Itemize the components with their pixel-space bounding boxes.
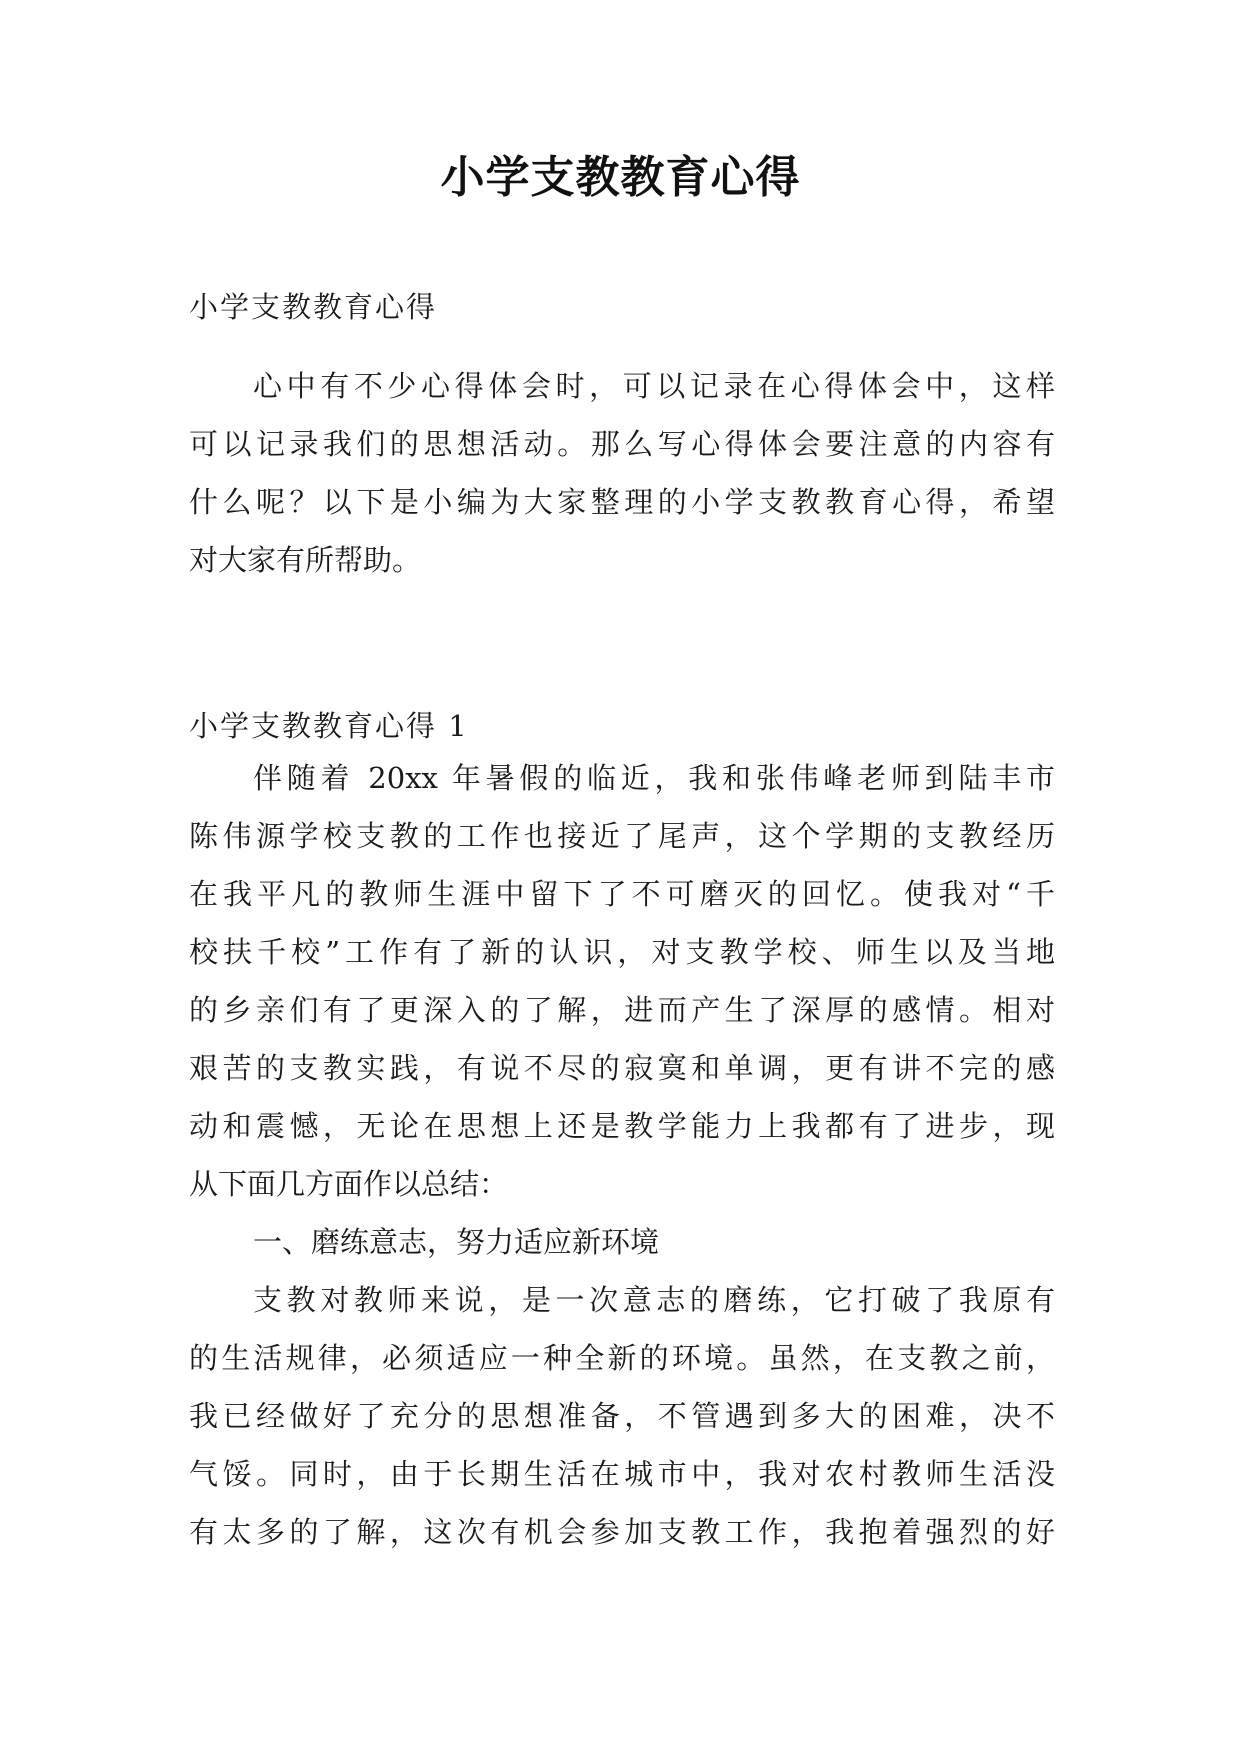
paragraph-line: 从下面几方面作以总结： [189,1167,509,1201]
paragraph-line: 什么呢？以下是小编为大家整理的小学支教教育心得，希望 [189,485,1055,519]
section-heading: 小学支教教育心得 1 [189,709,469,743]
paragraph-line: 伴随着 20xx 年暑假的临近，我和张伟峰老师到陆丰市 [253,761,1055,795]
paragraph-line: 心中有不少心得体会时，可以记录在心得体会中，这样 [253,369,1055,403]
paragraph-line: 有太多的了解，这次有机会参加支教工作，我抱着强烈的好 [189,1515,1055,1549]
paragraph-line: 支教对教师来说，是一次意志的磨练，它打破了我原有 [253,1283,1055,1317]
paragraph-line: 的乡亲们有了更深入的了解，进而产生了深厚的感情。相对 [189,993,1055,1027]
paragraph-line: 可以记录我们的思想活动。那么写心得体会要注意的内容有 [189,427,1055,461]
paragraph-line: 陈伟源学校支教的工作也接近了尾声，这个学期的支教经历 [189,819,1055,853]
paragraph-line: 的生活规律，必须适应一种全新的环境。虽然，在支教之前， [189,1341,1055,1375]
paragraph-line: 艰苦的支教实践，有说不尽的寂寞和单调，更有讲不完的感 [189,1051,1055,1085]
document-title: 小学支教教育心得 [440,152,801,203]
document-subtitle: 小学支教教育心得 [189,290,438,324]
paragraph-line: 校扶千校”工作有了新的认识，对支教学校、师生以及当地 [189,935,1055,969]
section-body [189,749,1055,1561]
paragraph-line: 动和震憾，无论在思想上还是教学能力上我都有了进步，现 [189,1109,1055,1143]
paragraph-line: 对大家有所帮助。 [189,543,422,577]
paragraph-line: 气馁。同时，由于长期生活在城市中，我对农村教师生活没 [189,1457,1055,1491]
intro-paragraph [189,357,1055,589]
paragraph-line: 我已经做好了充分的思想准备，不管遇到多大的困难，决不 [189,1399,1055,1433]
subheading-line: 一、磨练意志，努力适应新环境 [253,1225,660,1259]
paragraph-line: 在我平凡的教师生涯中留下了不可磨灭的回忆。使我对“千 [189,877,1055,911]
